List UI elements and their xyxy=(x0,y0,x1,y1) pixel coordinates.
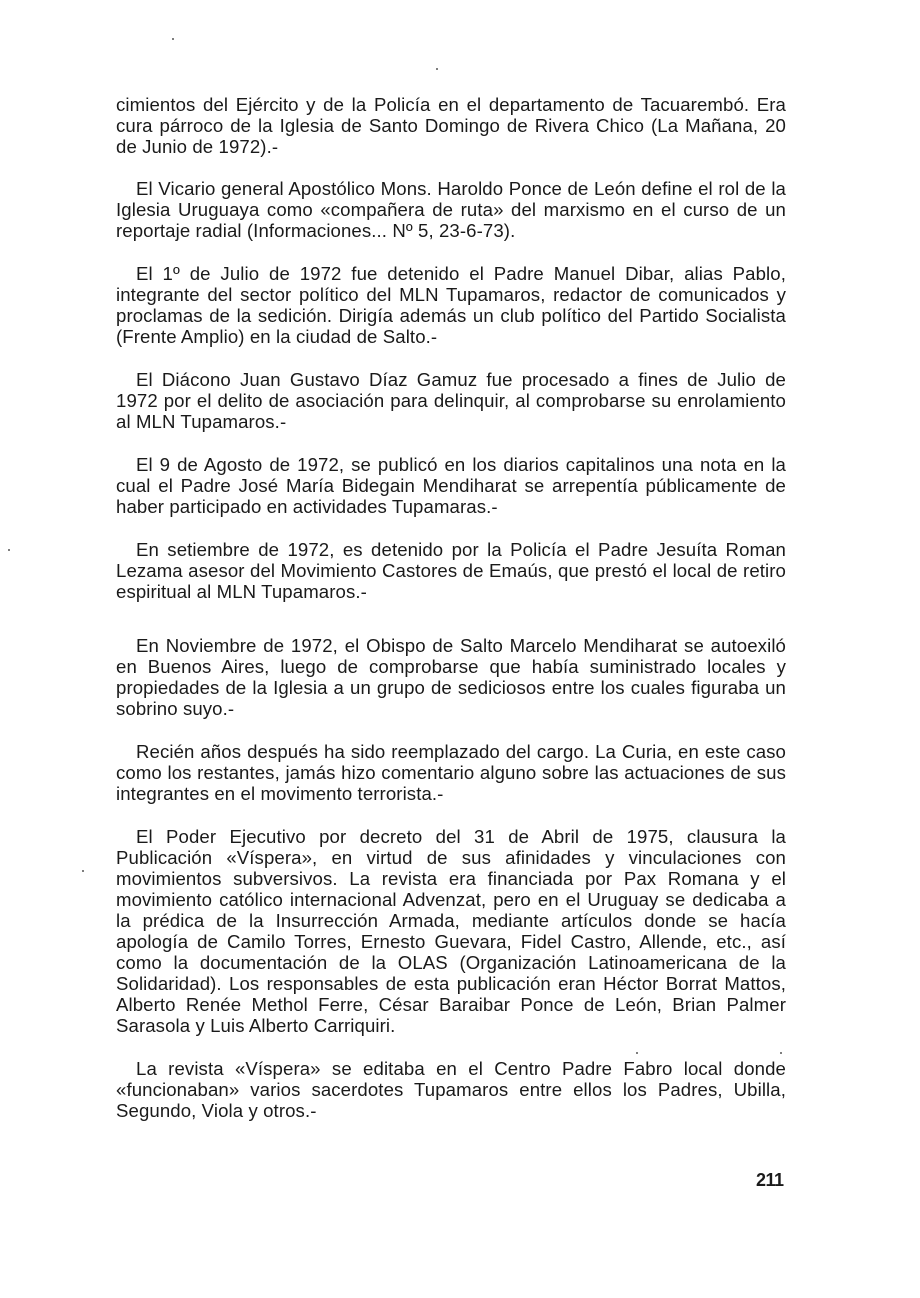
paragraph: En Noviembre de 1972, el Obispo de Salto Marcelo Mendiharat se autoexiló en Buenos Aires, luego de comprobarse que había suministrado locales y propiedades de la Iglesia a un grupo de sediciosos entre los cuales figuraba un sobrino suyo.- xyxy=(116,635,786,719)
scan-speck xyxy=(436,68,438,70)
paragraph: El Poder Ejecutivo por decreto del 31 de Abril de 1975, clausura la Publicación «Víspera», en virtud de sus afinidades y vinculaciones con movimientos subversivos. La revista era financiada por Pax Romana y el movimiento católico internacional Advenzat, pero en el Uruguay se dedicaba a la prédica de la Insurrección Armada, mediante artículos donde se hacía apología de Camilo Torres, Ernesto Guevara, Fidel Castro, Allende, etc., así como la documentación de la OLAS (Organización Latinoamericana de la Solidaridad). Los responsables de esta publicación eran Héctor Borrat Mattos, Alberto Renée Methol Ferre, César Baraibar Ponce de León, Brian Palmer Sarasola y Luis Alberto Carriquiri. xyxy=(116,826,786,1036)
body-text xyxy=(116,94,786,1121)
paragraph: El Vicario general Apostólico Mons. Haroldo Ponce de León define el rol de la Iglesia Uruguaya como «compañera de ruta» del marxismo en el curso de un reportaje radial (Informaciones... Nº 5, 23-6-73). xyxy=(116,178,786,241)
paragraph: La revista «Víspera» se editaba en el Centro Padre Fabro local donde «funcionaban» varios sacerdotes Tupamaros entre ellos los Padres, Ubilla, Segundo, Viola y otros.- xyxy=(116,1058,786,1121)
page-number: 211 xyxy=(756,1170,784,1190)
paragraph: Recién años después ha sido reemplazado del cargo. La Curia, en este caso como los restantes, jamás hizo comentario alguno sobre las actuaciones de sus integrantes en el movimento terrorista.- xyxy=(116,741,786,804)
scan-speck xyxy=(82,870,84,872)
scan-speck xyxy=(172,38,174,40)
paragraph: En setiembre de 1972, es detenido por la Policía el Padre Jesuíta Roman Lezama asesor del Movimiento Castores de Emaús, que prestó el local de retiro espiritual al MLN Tupamaros.- xyxy=(116,539,786,602)
scan-speck xyxy=(8,549,10,551)
paragraph: El 1º de Julio de 1972 fue detenido el Padre Manuel Dibar, alias Pablo, integrante del sector político del MLN Tupamaros, redactor de comunicados y proclamas de la sedición. Dirigía además un club político del Partido Socialista (Frente Amplio) en la ciudad de Salto.- xyxy=(116,263,786,347)
paragraph: El Diácono Juan Gustavo Díaz Gamuz fue procesado a fines de Julio de 1972 por el delito de asociación para delinquir, al comprobarse su enrolamiento al MLN Tupamaros.- xyxy=(116,369,786,432)
paragraph: cimientos del Ejército y de la Policía en el departamento de Tacuarembó. Era cura párroco de la Iglesia de Santo Domingo de Rivera Chico (La Mañana, 20 de Junio de 1972).- xyxy=(116,94,786,157)
paragraph: El 9 de Agosto de 1972, se publicó en los diarios capitalinos una nota en la cual el Padre José María Bidegain Mendiharat se arrepentía públicamente de haber participado en actividades Tupamaras.- xyxy=(116,454,786,517)
